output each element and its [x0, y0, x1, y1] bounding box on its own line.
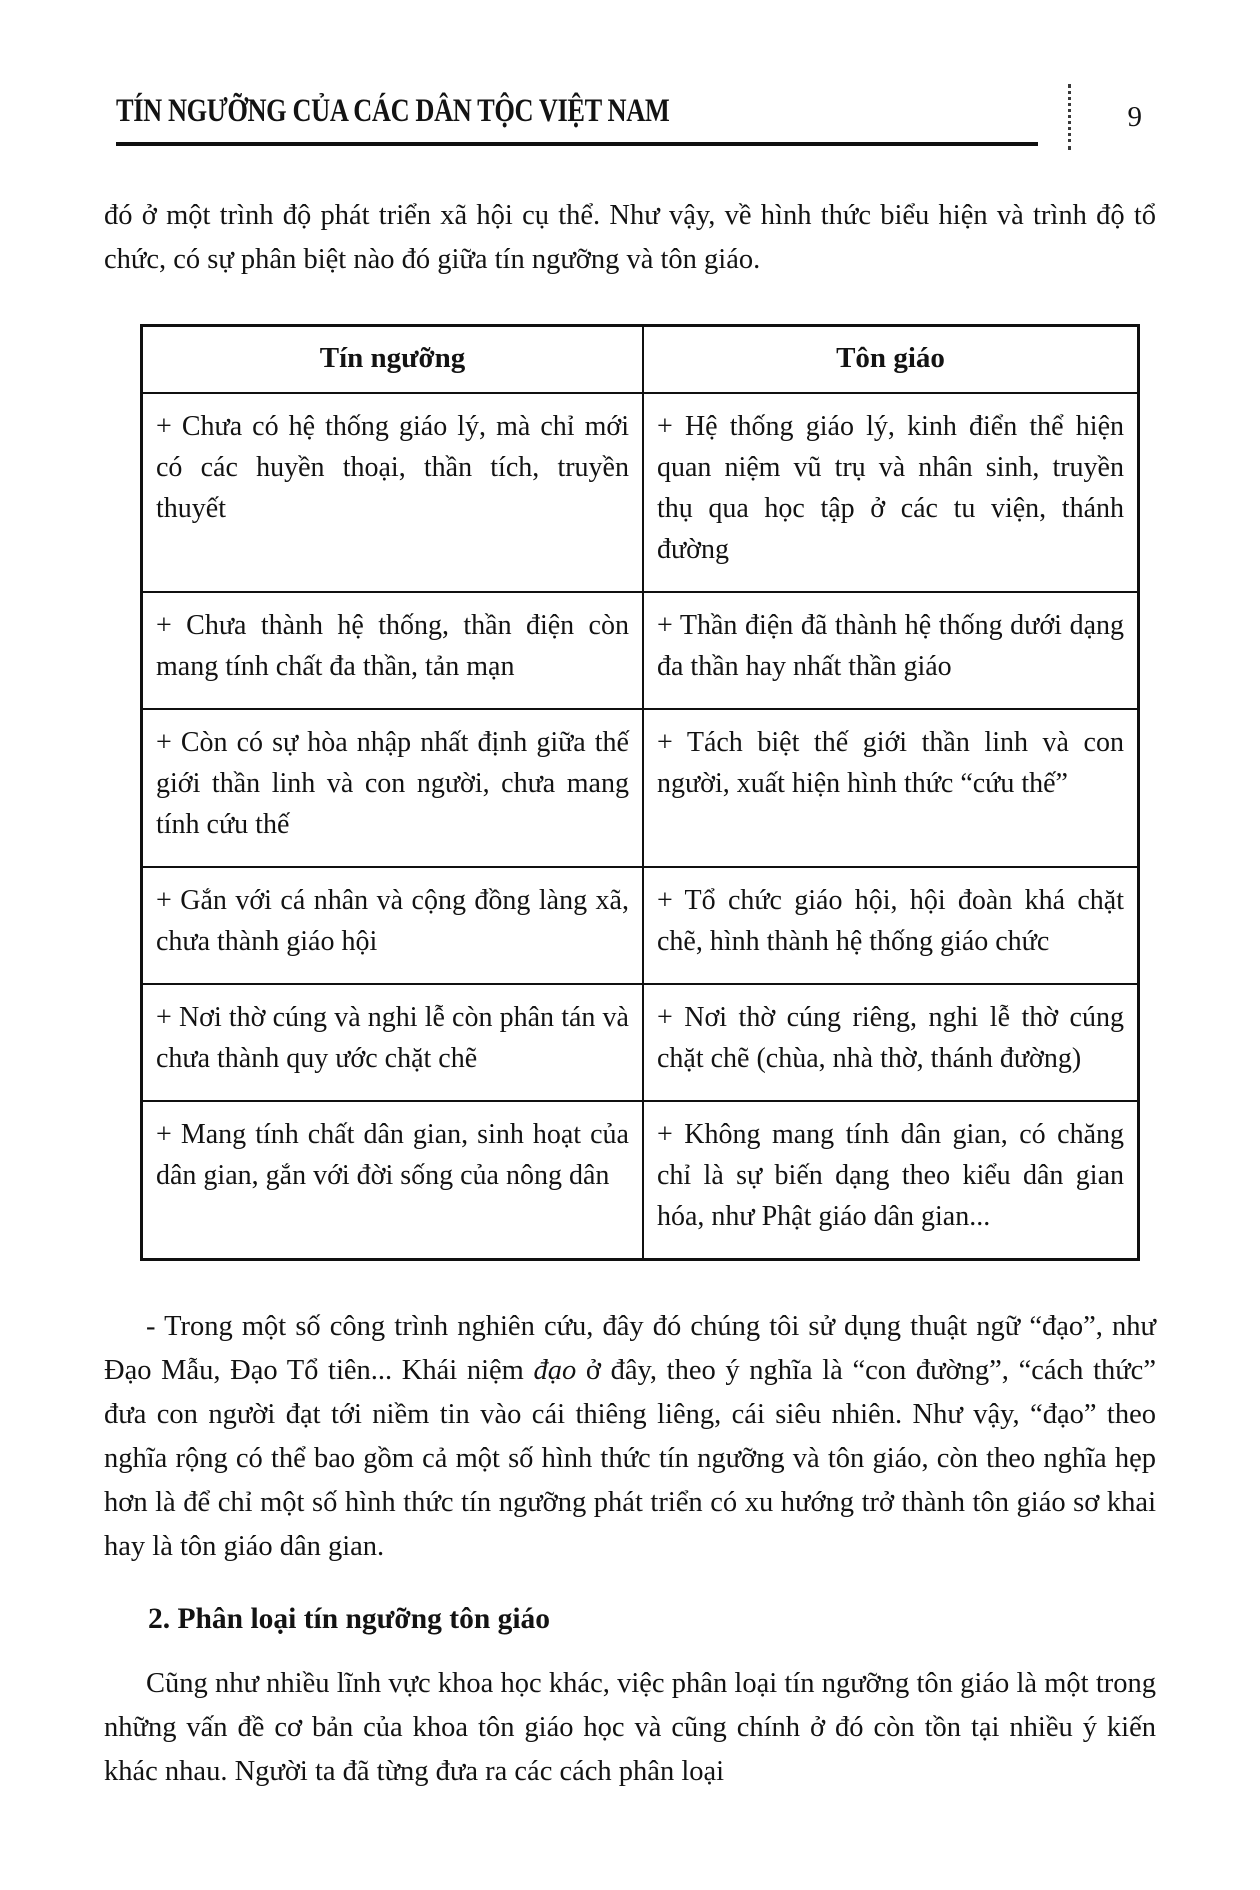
- table-cell: + Tách biệt thế giới thần linh và con người, xuất hiện hình thức “cứu thế”: [643, 709, 1139, 867]
- table-row: [142, 984, 1139, 1101]
- table-row: [142, 709, 1139, 867]
- table-cell: + Nơi thờ cúng riêng, nghi lễ thờ cúng chặt chẽ (chùa, nhà thờ, thánh đường): [643, 984, 1139, 1101]
- table-cell: + Nơi thờ cúng và nghi lễ còn phân tán và chưa thành quy ước chặt chẽ: [142, 984, 643, 1101]
- closing-paragraph: Cũng như nhiều lĩnh vực khoa học khác, việc phân loại tín ngưỡng tôn giáo là một trong những vấn đề cơ bản của khoa tôn giáo học và cũng chính ở đó còn tồn tại nhiều ý kiến khác nhau. Người ta đã từng đưa ra các cách phân loại: [104, 1668, 1156, 1787]
- table-cell: + Hệ thống giáo lý, kinh điển thể hiện quan niệm vũ trụ và nhân sinh, truyền thụ qua học tập ở các tu viện, thánh đường: [643, 393, 1139, 592]
- table-cell: + Còn có sự hòa nhập nhất định giữa thế giới thần linh và con người, chưa mang tính cứu thế: [142, 709, 643, 867]
- running-head: [116, 78, 1156, 146]
- table-row: [142, 1101, 1139, 1260]
- intro-paragraph: đó ở một trình độ phát triển xã hội cụ thể. Như vậy, về hình thức biểu hiện và trình độ tổ chức, có sự phân biệt nào đó giữa tín ngưỡng và tôn giáo.: [104, 200, 1156, 275]
- column-header-tin-nguong: Tín ngưỡng: [142, 326, 643, 394]
- table-row: [142, 592, 1139, 709]
- dotted-divider: [1068, 84, 1071, 150]
- table-cell: + Tổ chức giáo hội, hội đoàn khá chặt chẽ, hình thành hệ thống giáo chức: [643, 867, 1139, 984]
- table-cell: + Thần điện đã thành hệ thống dưới dạng đa thần hay nhất thần giáo: [643, 592, 1139, 709]
- dao-paragraph: [104, 1305, 1156, 1569]
- table-cell: + Chưa thành hệ thống, thần điện còn mang tính chất đa thần, tản mạn: [142, 592, 643, 709]
- column-header-ton-giao: Tôn giáo: [643, 326, 1139, 394]
- section-heading: 2. Phân loại tín ngưỡng tôn giáo: [148, 1603, 551, 1635]
- dao-text-before: - Trong một số công trình nghiên cứu, đây đó chúng tôi sử dụng thuật ngữ “đạo”, như Đạo Mẫu, Đạo Tổ tiên... Khái niệm: [104, 1311, 1156, 1386]
- table-body: [142, 393, 1139, 1260]
- page-number: 9: [1127, 100, 1142, 133]
- table-header-row: [142, 326, 1139, 394]
- running-head-rule: [116, 93, 1038, 146]
- table-cell: + Không mang tính dân gian, có chăng chỉ là sự biến dạng theo kiểu dân gian hóa, như Phật giáo dân gian...: [643, 1101, 1139, 1260]
- table-row: [142, 393, 1139, 592]
- table-row: [142, 867, 1139, 984]
- table-cell: + Gắn với cá nhân và cộng đồng làng xã, chưa thành giáo hội: [142, 867, 643, 984]
- dao-text-after: ở đây, theo ý nghĩa là “con đường”, “cách thức” đưa con người đạt tới niềm tin vào cái thiêng liêng, cái siêu nhiên. Như vậy, “đạo” theo nghĩa rộng có thể bao gồm cả một số hình thức tín ngưỡng và tôn giáo, còn theo nghĩa hẹp hơn là để chỉ một số hình thức tín ngưỡng phát triển có xu hướng trở thành tôn giáo sơ khai hay là tôn giáo dân gian.: [104, 1355, 1156, 1562]
- book-title: TÍN NGƯỠNG CỦA CÁC DÂN TỘC VIỆT NAM: [116, 93, 670, 129]
- dao-italic-word: đạo: [533, 1355, 577, 1386]
- table-cell: + Chưa có hệ thống giáo lý, mà chỉ mới có các huyền thoại, thần tích, truyền thuyết: [142, 393, 643, 592]
- comparison-table: [140, 324, 1140, 1261]
- table-cell: + Mang tính chất dân gian, sinh hoạt của dân gian, gắn với đời sống của nông dân: [142, 1101, 643, 1260]
- running-head-right: [1038, 84, 1156, 152]
